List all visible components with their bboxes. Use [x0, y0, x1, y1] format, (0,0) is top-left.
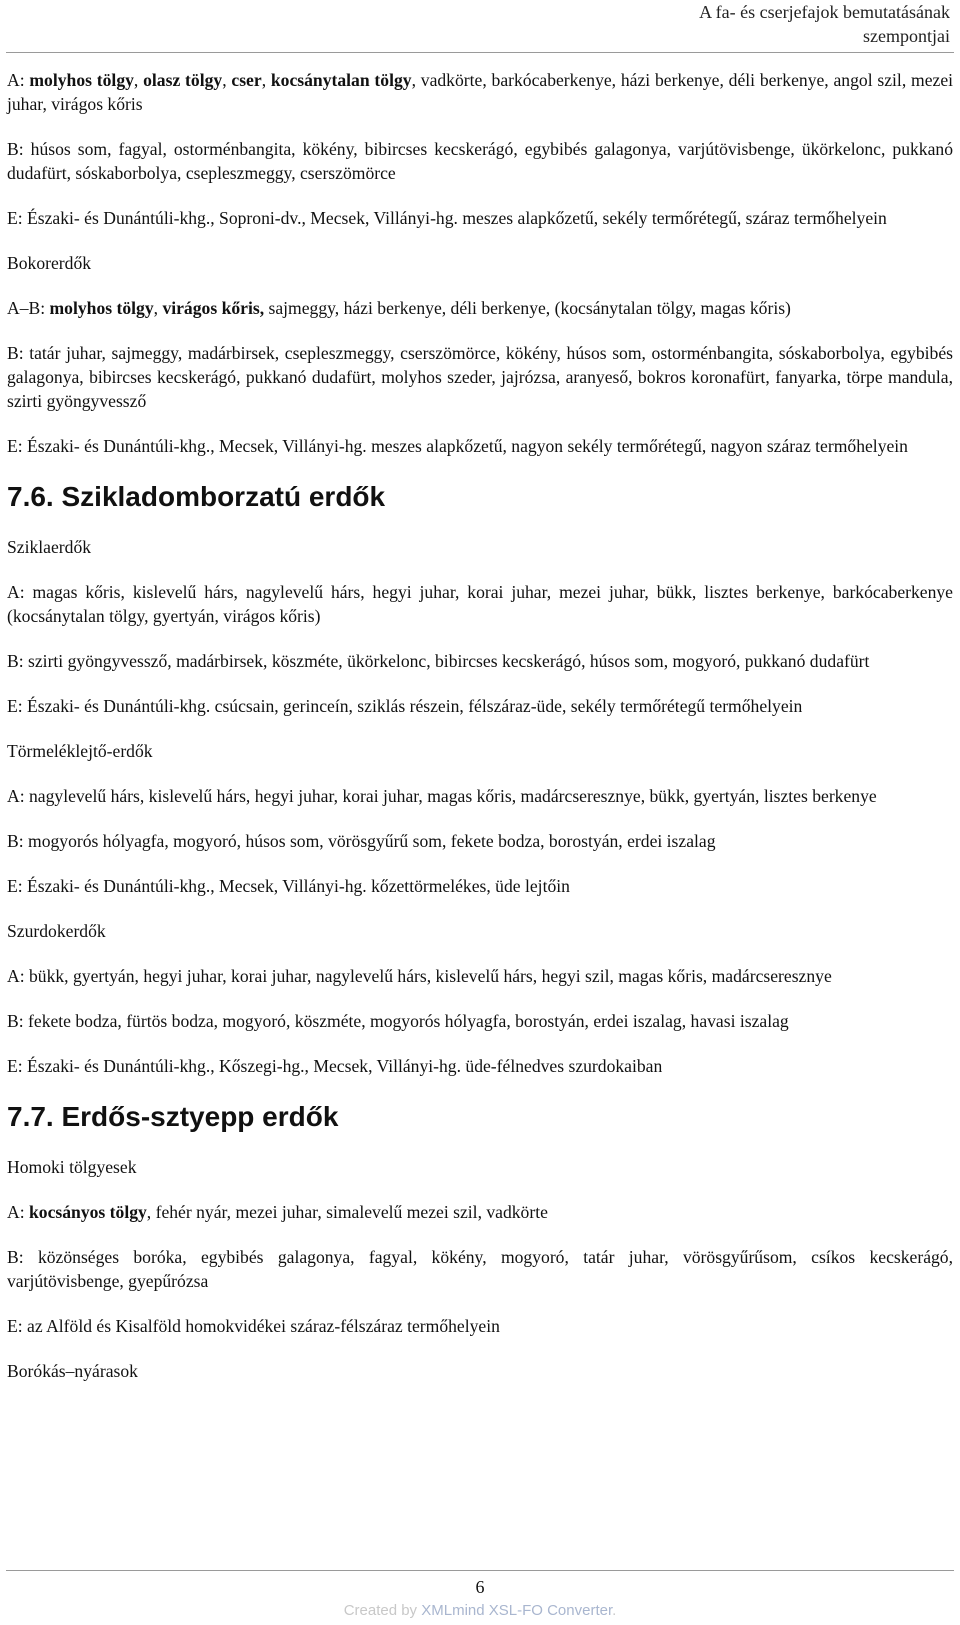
- text-run: Bokorerdők: [7, 253, 92, 273]
- bold-species-name: virágos kőris,: [162, 298, 265, 318]
- header-divider: [6, 52, 954, 53]
- text-run: E: Északi- és Dunántúli-khg., Mecsek, Villányi-hg. kőzettörmelékes, üde lejtőin: [7, 876, 570, 896]
- paragraph: [7, 1200, 953, 1224]
- page-number: 6: [475, 1577, 485, 1597]
- text-run: Törmeléklejtő-erdők: [7, 741, 153, 761]
- paragraph: [7, 580, 953, 628]
- paragraph: [7, 784, 953, 808]
- text-run: A:: [7, 1202, 29, 1222]
- paragraph: [7, 1359, 953, 1383]
- bold-species-name: cser: [231, 70, 262, 90]
- running-header: [250, 0, 950, 48]
- text-run: Homoki tölgyesek: [7, 1157, 137, 1177]
- paragraph: [7, 739, 953, 763]
- text-run: A: nagylevelű hárs, kislevelű hárs, hegyi juhar, korai juhar, magas kőris, madárcseresznye, bükk, gyertyán, lisztes berkenye: [7, 786, 877, 806]
- text-run: Szurdokerdők: [7, 921, 106, 941]
- text-run: ,: [222, 70, 232, 90]
- header-title-line2: szempontjai: [863, 26, 950, 46]
- text-run: , fehér nyár, mezei juhar, simalevelű mezei szil, vadkörte: [146, 1202, 548, 1222]
- bold-species-name: olasz tölgy: [143, 70, 223, 90]
- text-run: , vadkörte, barkócaberkenye, házi berkenye, déli berkenye, angol szil, mezei juhar, virágos kőris: [7, 70, 954, 114]
- paragraph: [7, 68, 953, 116]
- paragraph: [7, 694, 953, 718]
- text-run: Borókás‒nyárasok: [7, 1361, 138, 1381]
- text-run: B: mogyorós hólyagfa, mogyoró, húsos som, vörösgyűrű som, fekete bodza, borostyán, erdei iszalag: [7, 831, 716, 851]
- text-run: A‒B:: [7, 298, 50, 318]
- paragraph: [7, 649, 953, 673]
- text-run: B: szirti gyöngyvessző, madárbirsek, köszméte, ükörkelonc, bibircses kecskerágó, húsos som, mogyoró, pukkanó dudafürt: [7, 651, 870, 671]
- text-run: A: bükk, gyertyán, hegyi juhar, korai juhar, nagylevelű hárs, kislevelű hárs, hegyi szil, magas kőris, madárcseresznye: [7, 966, 832, 986]
- bold-species-name: molyhos tölgy: [49, 298, 154, 318]
- paragraph: [7, 964, 953, 988]
- text-run: B: fekete bodza, fürtös bodza, mogyoró, köszméte, mogyorós hólyagfa, borostyán, erdei iszalag, havasi iszalag: [7, 1011, 789, 1031]
- paragraph: [7, 1155, 953, 1179]
- paragraph: [7, 1245, 953, 1293]
- paragraph: [7, 137, 953, 185]
- converter-link[interactable]: XMLmind XSL-FO Converter: [421, 1602, 613, 1619]
- bold-species-name: kocsánytalan tölgy: [270, 70, 412, 90]
- text-run: B: közönséges boróka, egybibés galagonya, fagyal, kökény, mogyoró, tatár juhar, vörösgyűrűsom, csíkos kecskerágó, varjútövisbenge, gyepűrózsa: [7, 1247, 953, 1291]
- paragraph: [7, 1314, 953, 1338]
- paragraph: [7, 296, 953, 320]
- text-run: B: tatár juhar, sajmeggy, madárbirsek, csepleszmeggy, cserszömörce, kökény, húsos som, ostorménbangita, sóskaborbolya, egybibés galagonya, bibircses kecskerágó, pukkanó dudafürt, molyhos szeder, jajrózsa, aranyeső, bokros koronafürt, fanyarka, törpe mandula, szirti gyöngyvessző: [7, 343, 953, 411]
- text-run: Sziklaerdők: [7, 537, 92, 557]
- created-by-note: [0, 1601, 960, 1621]
- section-heading: 7.6. Szikladomborzatú erdők: [7, 481, 386, 512]
- paragraph: [7, 874, 953, 898]
- paragraph: [7, 341, 953, 413]
- paragraph: [7, 1054, 953, 1078]
- text-run: E: Északi- és Dunántúli-khg. csúcsain, gerinceín, sziklás részein, félszáraz-üde, sekély termőrétegű termőhelyein: [7, 696, 803, 716]
- paragraph: [7, 829, 953, 853]
- text-run: E: Északi- és Dunántúli-khg., Kőszegi-hg., Mecsek, Villányi-hg. üde-félnedves szurdokaiban: [7, 1056, 663, 1076]
- text-run: E: Északi- és Dunántúli-khg., Soproni-dv., Mecsek, Villányi-hg. meszes alapkőzetű, sekély termőrétegű, száraz termőhelyein: [7, 208, 887, 228]
- paragraph: [7, 919, 953, 943]
- footer-divider: [6, 1570, 954, 1571]
- paragraph: [7, 251, 953, 275]
- text-run: ,: [153, 298, 163, 318]
- section-heading: 7.7. Erdős-sztyepp erdők: [7, 1101, 339, 1132]
- paragraph: [7, 1009, 953, 1033]
- text-run: E: az Alföld és Kisalföld homokvidékei száraz-félszáraz termőhelyein: [7, 1316, 500, 1336]
- paragraph: [7, 535, 953, 559]
- created-by-prefix: Created by: [343, 1602, 422, 1619]
- paragraph: [7, 206, 953, 230]
- text-run: A:: [7, 70, 30, 90]
- text-run: ,: [261, 70, 271, 90]
- created-by-suffix: .: [612, 1602, 617, 1619]
- text-run: sajmeggy, házi berkenye, déli berkenye, (kocsánytalan tölgy, magas kőris): [264, 298, 791, 318]
- bold-species-name: molyhos tölgy: [29, 70, 134, 90]
- text-run: E: Északi- és Dunántúli-khg., Mecsek, Villányi-hg. meszes alapkőzetű, nagyon sekély termőrétegű, nagyon száraz termőhelyein: [7, 436, 908, 456]
- bold-species-name: kocsányos tölgy: [29, 1202, 147, 1222]
- text-run: B: húsos som, fagyal, ostorménbangita, kökény, bibircses kecskerágó, egybibés galagonya, varjútövisbenge, ükörkelonc, pukkanó dudafürt, sóskaborbolya, csepleszmeggy, cserszömörce: [7, 139, 953, 183]
- header-title-line1: A fa- és cserjefajok bemutatásának: [699, 2, 950, 22]
- document-body: [7, 68, 953, 1404]
- paragraph: [7, 434, 953, 458]
- text-run: ,: [133, 70, 144, 90]
- text-run: A: magas kőris, kislevelű hárs, nagylevelű hárs, hegyi juhar, korai juhar, mezei juhar, bükk, lisztes berkenye, barkócaberkenye (kocsánytalan tölgy, gyertyán, virágos kőris): [7, 582, 953, 626]
